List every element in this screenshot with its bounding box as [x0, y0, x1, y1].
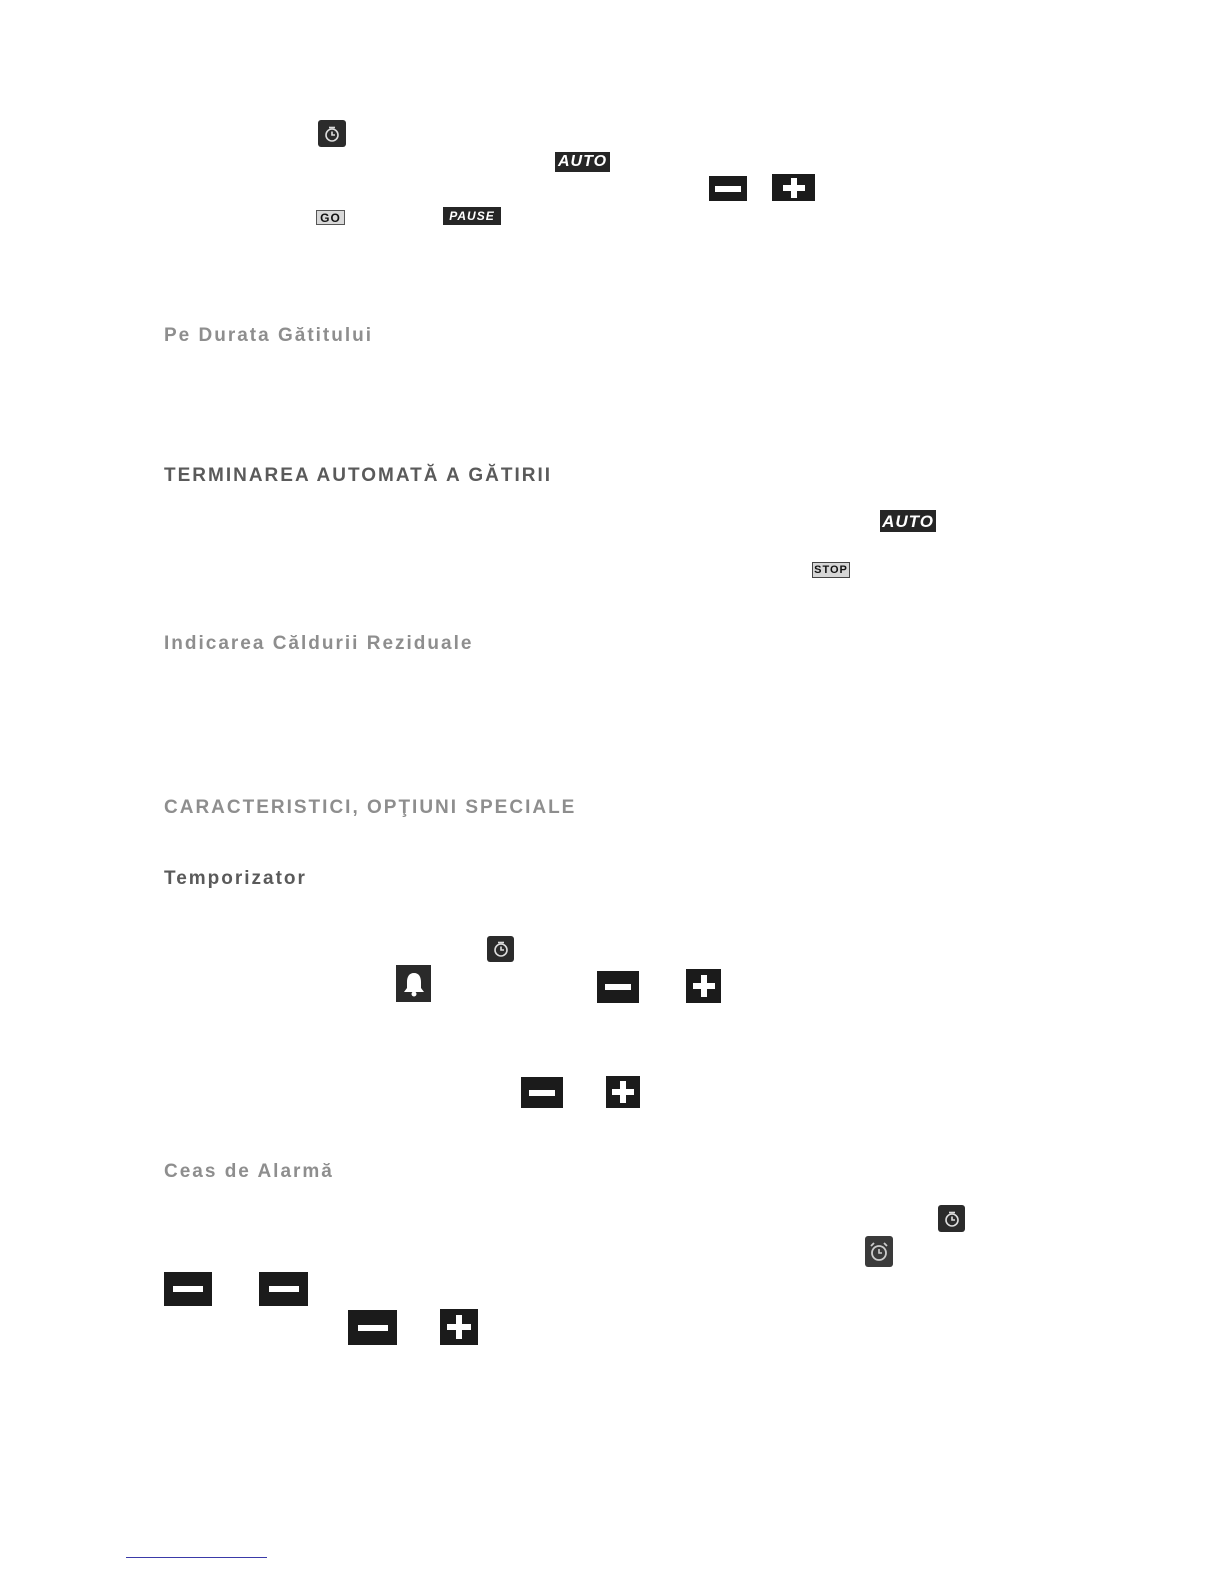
- auto-icon: AUTO: [880, 510, 936, 532]
- minus-icon: [709, 176, 747, 201]
- section-heading-residual-heat: Indicarea Căldurii Reziduale: [164, 633, 474, 654]
- minus-icon: [164, 1272, 212, 1306]
- alarm-clock-icon: [865, 1236, 893, 1267]
- minus-icon: [259, 1272, 308, 1306]
- clock-icon: [318, 120, 346, 147]
- section-heading-during-cooking: Pe Durata Gătitului: [164, 325, 374, 346]
- clock-icon: [487, 936, 514, 962]
- plus-icon: [440, 1309, 478, 1345]
- plus-icon: [686, 969, 721, 1003]
- pause-icon: PAUSE: [443, 207, 501, 225]
- bell-icon: [396, 965, 431, 1002]
- section-heading-auto-end: TERMINAREA AUTOMATĂ A GĂTIRII: [164, 465, 553, 486]
- plus-icon: [772, 174, 815, 201]
- section-heading-special-features: CARACTERISTICI, OPŢIUNI SPECIALE: [164, 797, 577, 818]
- minus-icon: [348, 1310, 397, 1345]
- section-heading-timer: Temporizator: [164, 868, 307, 889]
- plus-icon: [606, 1076, 640, 1108]
- minus-icon: [521, 1077, 563, 1108]
- clock-icon: [938, 1205, 965, 1232]
- auto-icon: AUTO: [555, 152, 610, 172]
- minus-icon: [597, 971, 639, 1003]
- go-icon: GO: [316, 210, 345, 225]
- section-heading-alarm-clock: Ceas de Alarmă: [164, 1161, 334, 1182]
- footnote-separator: [126, 1557, 267, 1558]
- stop-icon: STOP: [812, 562, 850, 578]
